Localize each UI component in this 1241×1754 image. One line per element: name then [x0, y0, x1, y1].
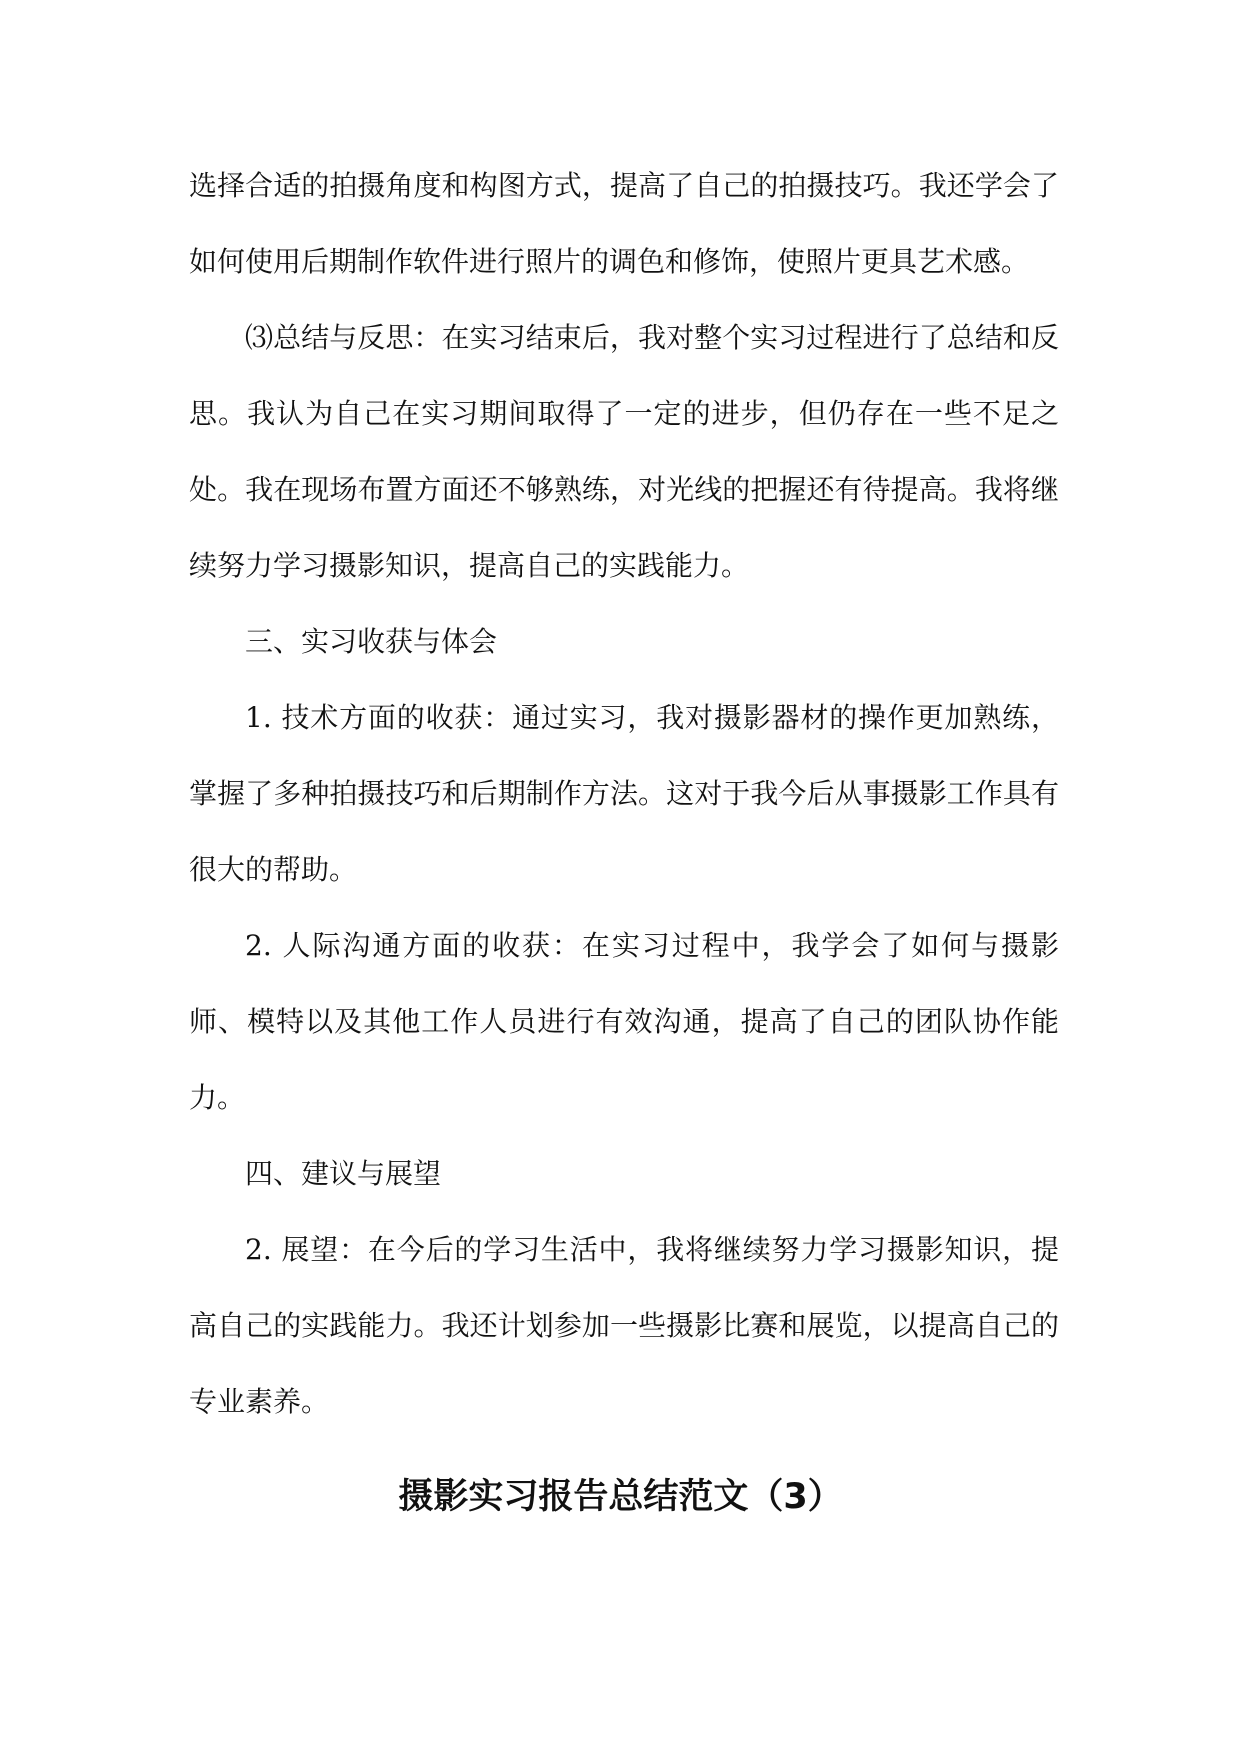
paragraph-outlook: 2. 展望：在今后的学习生活中，我将继续努力学习摄影知识，提高自己的实践能力。我还计划参加一些摄影比赛和展览，以提高自己的专业素养。: [189, 1233, 1059, 1418]
next-document-title: 摄影实习报告总结范文（3）: [398, 1477, 843, 1517]
section-heading-suggestions: 四、建议与展望: [245, 1157, 442, 1190]
paragraph-technical-gains: 1. 技术方面的收获：通过实习，我对摄影器材的操作更加熟练，掌握了多种拍摄技巧和后期制作方法。这对于我今后从事摄影工作具有很大的帮助。: [189, 701, 1059, 886]
paragraph-continued-techniques: 选择合适的拍摄角度和构图方式，提高了自己的拍摄技巧。我还学会了如何使用后期制作软件进行照片的调色和修饰，使照片更具艺术感。: [189, 169, 1059, 278]
document-body: [189, 148, 1059, 1440]
paragraph-communication-gains: 2. 人际沟通方面的收获：在实习过程中，我学会了如何与摄影师、模特以及其他工作人员进行有效沟通，提高了自己的团队协作能力。: [189, 929, 1059, 1114]
paragraph-summary-reflection: ⑶总结与反思：在实习结束后，我对整个实习过程进行了总结和反思。我认为自己在实习期间取得了一定的进步，但仍存在一些不足之处。我在现场布置方面还不够熟练，对光线的把握还有待提高。我将继续努力学习摄影知识，提高自己的实践能力。: [189, 321, 1059, 582]
section-heading-gains: 三、实习收获与体会: [245, 625, 498, 658]
